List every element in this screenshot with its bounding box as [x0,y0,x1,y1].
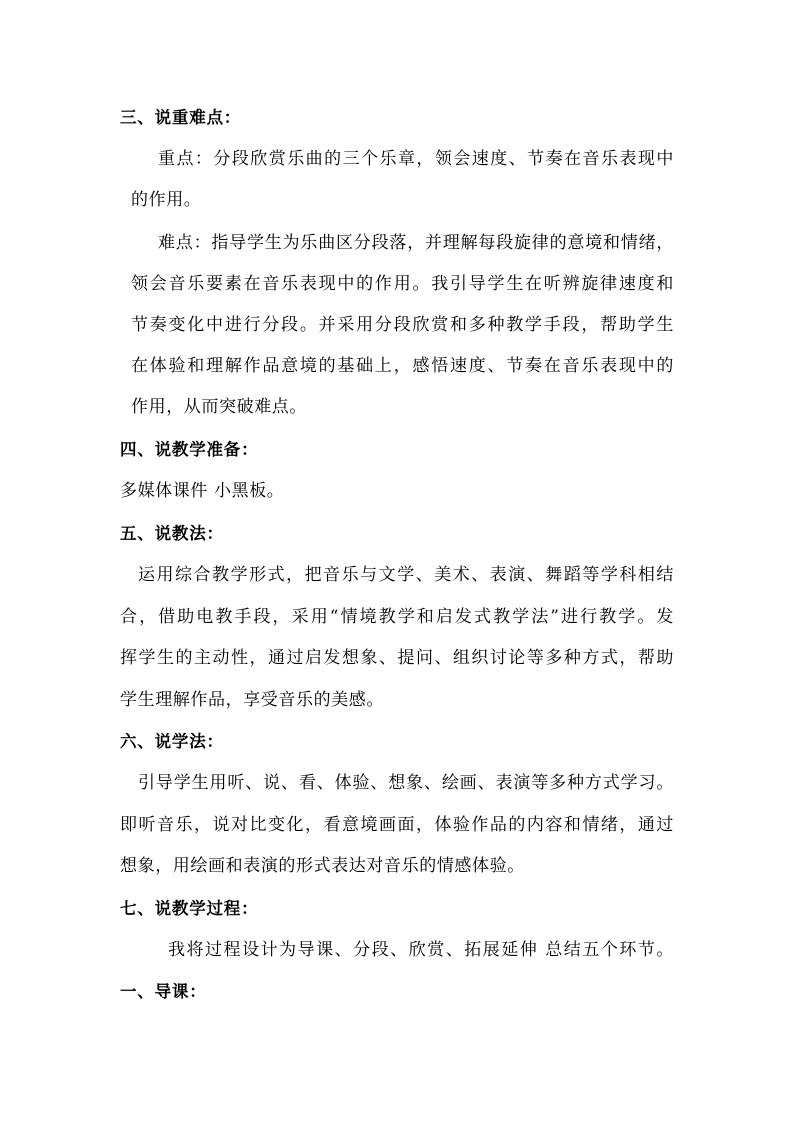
preparation-body: 多媒体课件 小黑板。 [120,481,285,501]
learning-method-line-3: 想象，用绘画和表演的形式表达对音乐的情感体验。 [120,856,525,876]
teaching-method-line-4: 学生理解作品，享受音乐的美感。 [120,690,384,710]
difficulty-line-5: 作用，从而突破难点。 [131,397,307,417]
section-heading-teaching-process: 七、说教学过程： [120,899,259,918]
teaching-process-body: 我将过程设计为导课、分段、欣赏、拓展延伸 总结五个环节。 [168,940,674,960]
subsection-heading-intro: 一、导课： [120,982,207,1001]
learning-method-line-2: 即听音乐，说对比变化，看意境画面，体验作品的内容和情绪，通过 [120,815,674,835]
difficulty-line-4: 在体验和理解作品意境的基础上，感悟速度、节奏在音乐表现中的 [131,356,674,376]
teaching-method-line-1: 运用综合教学形式，把音乐与文学、美术、表演、舞蹈等学科相结 [138,565,674,585]
teaching-method-line-3: 挥学生的主动性，通过启发想象、提问、组织讨论等多种方式，帮助 [120,648,674,668]
difficulty-line-3: 节奏变化中进行分段。并采用分段欣赏和多种教学手段，帮助学生 [131,315,674,335]
key-point-line-1: 重点：分段欣赏乐曲的三个乐章，领会速度、节奏在音乐表现中 [158,149,674,169]
difficulty-line-2: 领会音乐要素在音乐表现中的作用。我引导学生在听辨旋律速度和 [131,274,674,294]
section-heading-learning-method: 六、说学法： [120,732,224,751]
difficulty-line-1: 难点：指导学生为乐曲区分段落，并理解每段旋律的意境和情绪， [158,233,674,253]
section-heading-key-points: 三、说重难点： [120,108,242,127]
section-heading-preparation: 四、说教学准备： [120,440,259,459]
section-heading-teaching-method: 五、说教法： [120,524,224,543]
learning-method-line-1: 引导学生用听、说、看、体验、想象、绘画、表演等多种方式学习。 [138,773,674,793]
key-point-line-2: 的作用。 [131,190,202,210]
teaching-method-line-2: 合，借助电教手段，采用“情境教学和启发式教学法”进行教学。发 [120,607,674,627]
